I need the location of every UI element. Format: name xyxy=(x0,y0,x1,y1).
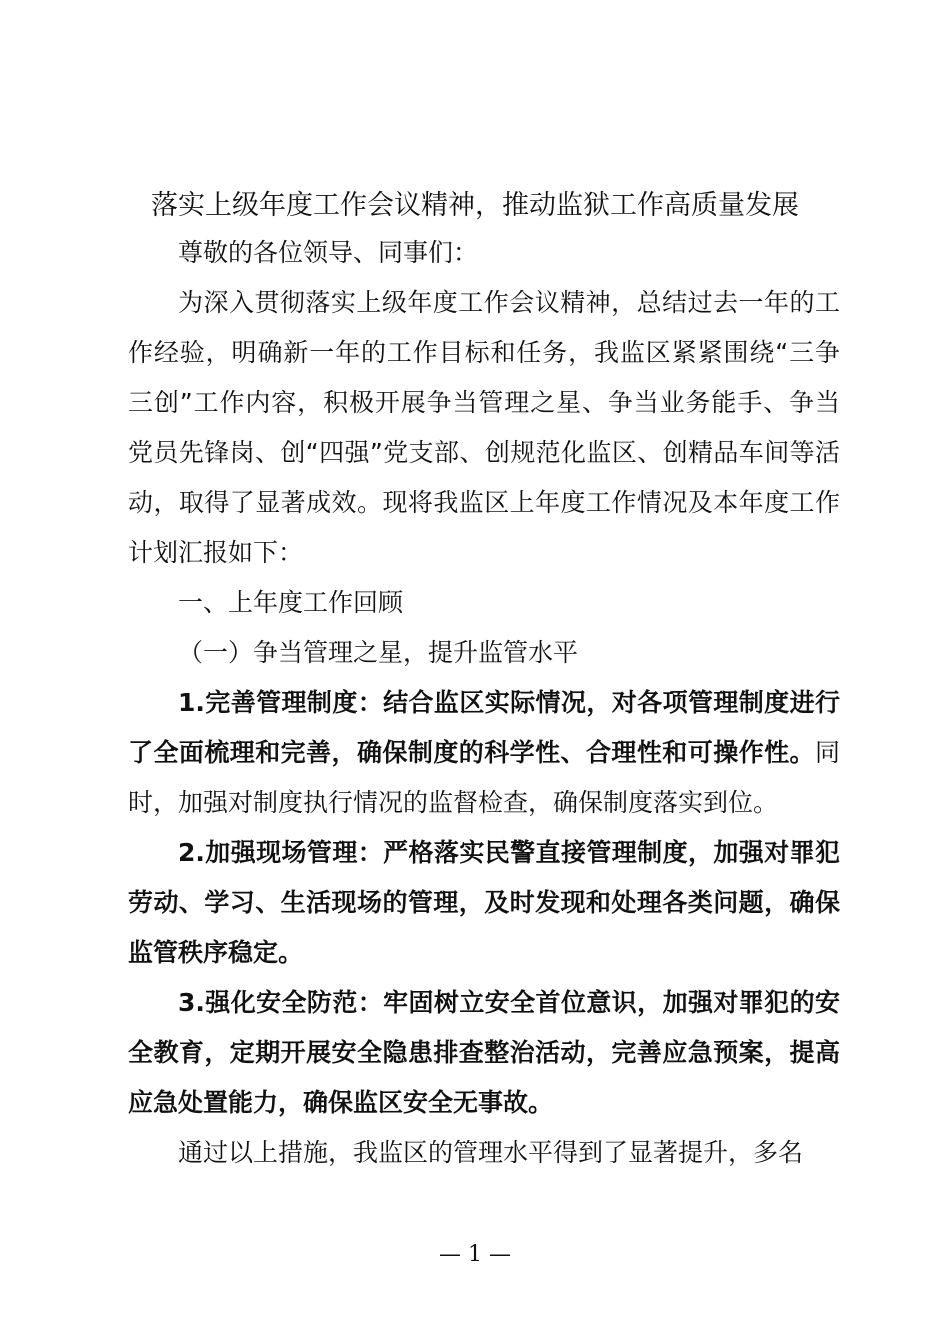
page-number: — 1 — xyxy=(439,1242,511,1267)
subsection-heading: （一）争当管理之星，提升监管水平 xyxy=(178,638,579,667)
intro-paragraph: 为深入贯彻落实上级年度工作会议精神，总结过去一年的工作经验，明确新一年的工作目标和任务，我监区紧紧围绕“三争三创”工作内容，积极开展争当管理之星、争当业务能手、争当党员先锋岗、创“四强”党支部、创规范化监区、创精品车间等活动，取得了显著成效。现将我监区上年度工作情况及本年度工作计划汇报如下： xyxy=(128,288,840,567)
item-2-paragraph: 2.加强现场管理：严格落实民警直接管理制度，加强对罪犯劳动、学习、生活现场的管理，及时发现和处理各类问题，确保监管秩序稳定。 xyxy=(128,838,840,967)
item-3-paragraph: 3.强化安全防范：牢固树立安全首位意识，加强对罪犯的安全教育，定期开展安全隐患排查整治活动，完善应急预案，提高应急处置能力，确保监区安全无事故。 xyxy=(128,988,840,1117)
document-title: 落实上级年度工作会议精神，推动监狱工作高质量发展 xyxy=(151,190,799,221)
greeting: 尊敬的各位领导、同事们： xyxy=(178,238,479,267)
item-1-paragraph xyxy=(128,678,840,828)
section-heading: 一、上年度工作回顾 xyxy=(178,588,404,617)
item-1-normal-text: 同时，加强对制度执行情况的监督检查，确保制度落实到位。 xyxy=(128,738,840,817)
document-body xyxy=(128,228,840,1178)
summary-paragraph: 通过以上措施，我监区的管理水平得到了显著提升，多名 xyxy=(178,1138,804,1167)
item-1-bold-text: 1.完善管理制度：结合监区实际情况，对各项管理制度进行了全面梳理和完善，确保制度的科学性、合理性和可操作性。 xyxy=(128,688,840,767)
